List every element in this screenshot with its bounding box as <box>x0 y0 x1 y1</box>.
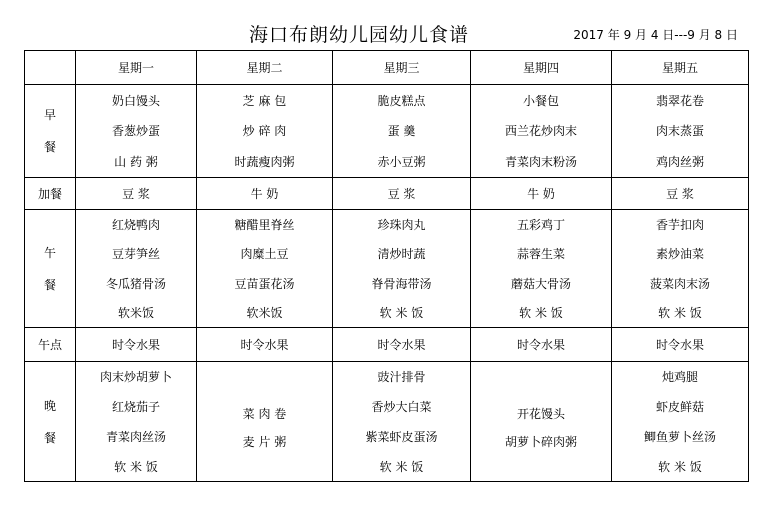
menu-cell: 豆 浆 <box>333 178 471 210</box>
dish: 香芋扣肉 <box>655 218 704 233</box>
dish: 香葱炒蛋 <box>111 124 160 139</box>
menu-cell <box>471 362 612 482</box>
menu-cell: 时令水果 <box>333 328 471 362</box>
meal-label-char: 晚 <box>43 398 56 413</box>
menu-cell: 时令水果 <box>471 328 612 362</box>
meal-label-lunch <box>25 210 76 328</box>
day-header: 星期三 <box>333 51 471 85</box>
meal-label-char: 餐 <box>43 277 56 292</box>
dish: 肉末蒸蛋 <box>655 124 704 139</box>
dish: 蛋 羹 <box>387 124 416 139</box>
dish: 素炒油菜 <box>655 247 704 262</box>
menu-cell: 时令水果 <box>612 328 749 362</box>
meal-label-char: 餐 <box>43 140 56 154</box>
dish: 鲫鱼萝卜丝汤 <box>643 429 716 444</box>
menu-cell: 牛 奶 <box>471 178 612 210</box>
menu-cell <box>333 210 471 328</box>
afternoon-snack-row <box>25 328 749 362</box>
dish: 菜 肉 卷 <box>242 407 287 421</box>
meal-label-char: 餐 <box>43 430 56 445</box>
dish: 虾皮鲜菇 <box>655 400 704 415</box>
menu-cell <box>612 362 749 482</box>
dish: 清炒时蔬 <box>377 247 426 262</box>
menu-cell: 时令水果 <box>197 328 333 362</box>
snack-row <box>25 178 749 210</box>
dish: 五彩鸡丁 <box>516 218 565 233</box>
menu-cell <box>197 362 333 482</box>
dish: 鸡肉丝粥 <box>655 155 704 170</box>
menu-cell <box>471 210 612 328</box>
dish: 软 米 饭 <box>658 305 702 320</box>
dish: 软 米 饭 <box>379 459 424 474</box>
dish: 软 米 饭 <box>114 459 158 474</box>
meal-label-breakfast <box>25 85 76 178</box>
dish: 蒜蓉生菜 <box>516 247 565 262</box>
dish: 冬瓜猪骨汤 <box>105 276 166 291</box>
dish: 翡翠花卷 <box>655 93 704 108</box>
dish: 炖鸡腿 <box>661 370 698 385</box>
menu-cell <box>612 85 749 178</box>
menu-table <box>24 50 749 482</box>
dish: 软 米 饭 <box>519 305 563 320</box>
header-row <box>25 51 749 85</box>
menu-cell <box>612 210 749 328</box>
dish: 蘑菇大骨汤 <box>510 276 571 291</box>
dish: 软米饭 <box>117 305 154 320</box>
menu-cell <box>197 85 333 178</box>
menu-cell <box>333 362 471 482</box>
menu-cell: 豆 浆 <box>76 178 197 210</box>
dish: 青菜肉丝汤 <box>105 429 166 444</box>
meal-label-dinner <box>25 362 76 482</box>
corner-cell <box>25 51 76 85</box>
dish: 紫菜虾皮蛋汤 <box>365 429 438 444</box>
day-header: 星期一 <box>76 51 197 85</box>
meal-label-afternoon: 午点 <box>25 328 76 362</box>
day-header: 星期四 <box>471 51 612 85</box>
menu-title-text: 海口布朗幼儿园幼儿食谱 <box>248 24 469 46</box>
dish: 肉糜土豆 <box>240 247 289 262</box>
menu-cell <box>197 210 333 328</box>
dish: 红烧鸭肉 <box>111 218 160 233</box>
menu-cell <box>333 85 471 178</box>
meal-label-snack: 加餐 <box>25 178 76 210</box>
dish: 珍珠肉丸 <box>377 218 426 233</box>
dish: 山 药 粥 <box>114 155 158 170</box>
menu-cell <box>76 362 197 482</box>
dish: 胡萝卜碎肉粥 <box>504 435 577 449</box>
dinner-row <box>25 362 749 482</box>
menu-cell <box>76 210 197 328</box>
menu-cell <box>76 85 197 178</box>
dish: 豆苗蛋花汤 <box>234 276 295 291</box>
dish: 西兰花炒肉末 <box>504 124 577 139</box>
meal-label-char: 早 <box>43 108 56 122</box>
dish: 香炒大白菜 <box>371 400 432 415</box>
menu-cell: 豆 浆 <box>612 178 749 210</box>
day-header: 星期五 <box>612 51 749 85</box>
dish: 芝 麻 包 <box>242 93 287 108</box>
dish: 奶白馒头 <box>111 93 160 108</box>
dish: 菠菜肉末汤 <box>649 276 710 291</box>
dish: 糖醋里脊丝 <box>234 218 295 233</box>
dish: 软米饭 <box>246 305 283 320</box>
menu-cell: 牛 奶 <box>197 178 333 210</box>
lunch-row <box>25 210 749 328</box>
dish: 开花馒头 <box>516 407 565 421</box>
dish: 时蔬瘦肉粥 <box>234 155 295 170</box>
dish: 肉末炒胡萝卜 <box>99 370 172 385</box>
dish: 赤小豆粥 <box>377 155 426 170</box>
menu-cell: 时令水果 <box>76 328 197 362</box>
dish: 小餐包 <box>522 93 559 108</box>
dish: 青菜肉末粉汤 <box>504 155 577 170</box>
dish: 炒 碎 肉 <box>242 124 287 139</box>
dish: 软 米 饭 <box>379 305 424 320</box>
dish: 麦 片 粥 <box>242 435 287 449</box>
meal-label-char: 午 <box>43 245 56 260</box>
day-header: 星期二 <box>197 51 333 85</box>
menu-cell <box>471 85 612 178</box>
dish: 豉汁排骨 <box>377 370 426 385</box>
dish: 脆皮糕点 <box>377 93 426 108</box>
dish: 红烧茄子 <box>111 400 160 415</box>
date-range: 2017 年 9 月 4 日---9 月 8 日 <box>573 28 738 42</box>
dish: 脊骨海带汤 <box>371 276 432 291</box>
breakfast-row <box>25 85 749 178</box>
dish: 豆芽笋丝 <box>111 247 160 262</box>
dish: 软 米 饭 <box>658 459 702 474</box>
